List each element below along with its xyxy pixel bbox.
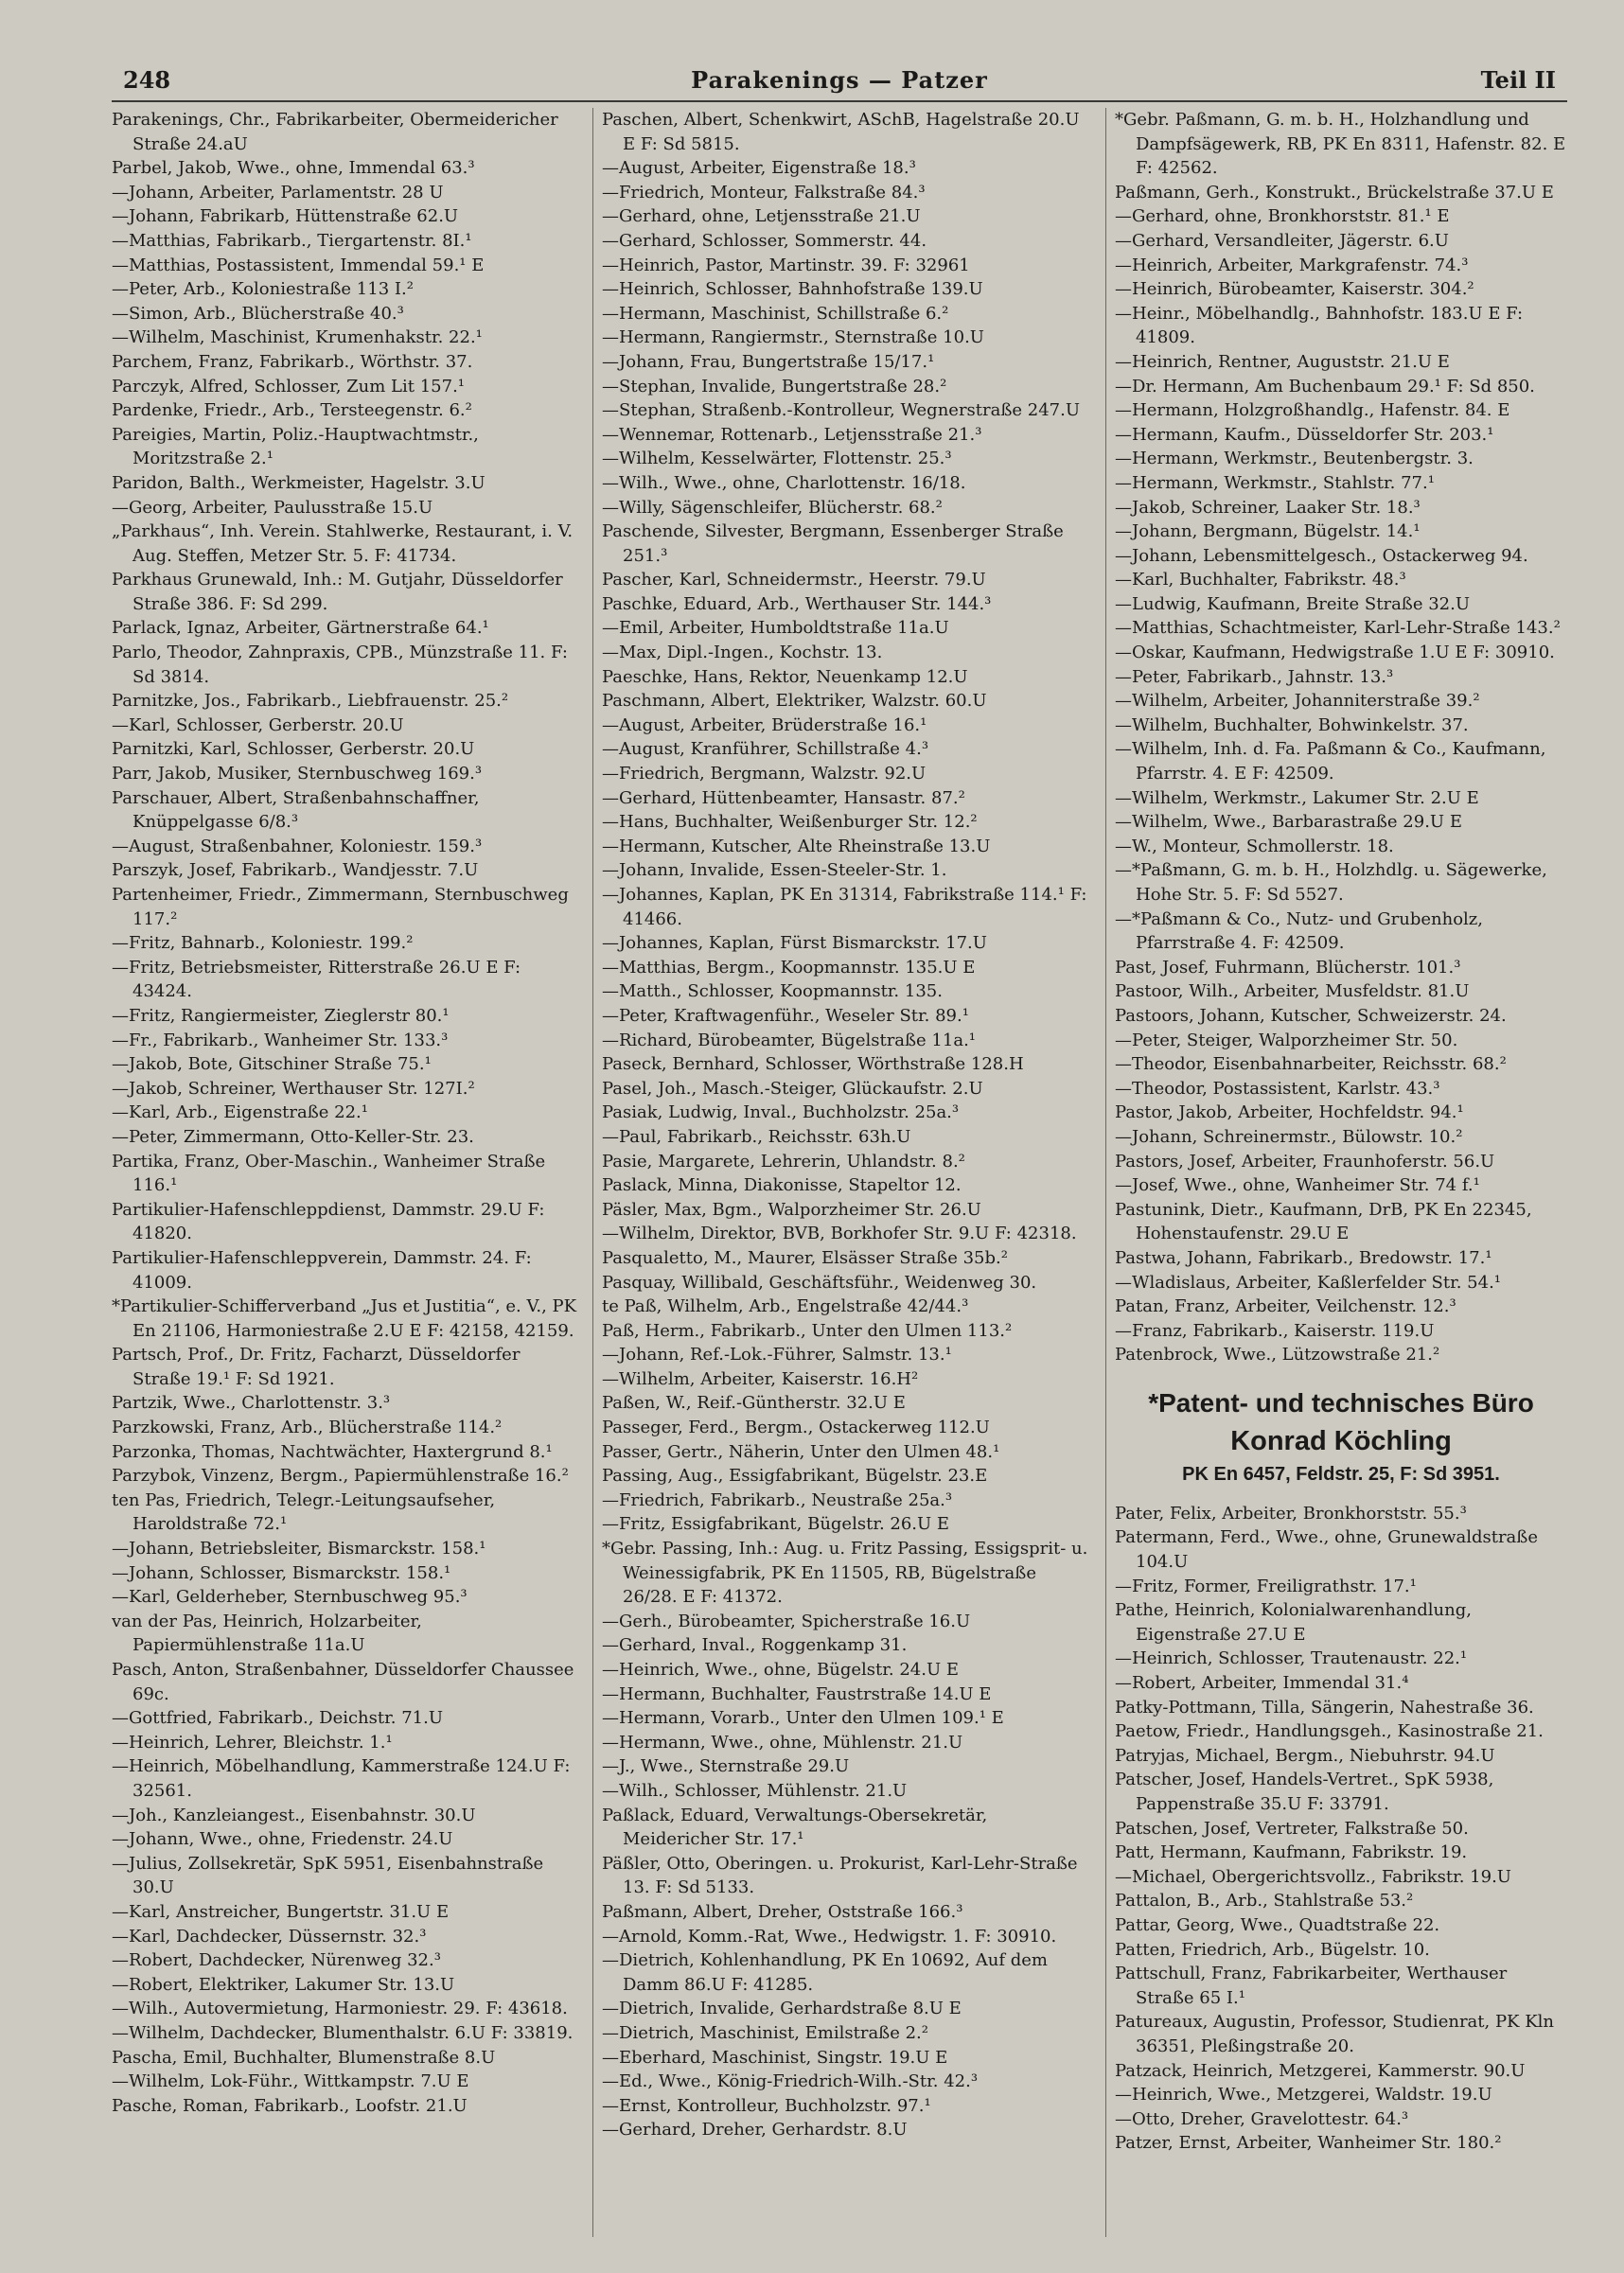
directory-entry: Parbel, Jakob, Wwe., ohne, Immendal 63.³ bbox=[112, 158, 475, 179]
directory-entry: —Wilhelm, Inh. d. Fa. Paßmann & Co., Kaufmann, Pfarrstr. 4. E F: 42509. bbox=[1115, 739, 1546, 784]
directory-entry: —Oskar, Kaufmann, Hedwigstraße 1.U E F: 30910. bbox=[1115, 643, 1555, 663]
directory-entry: —Fritz, Essigfabrikant, Bügelstr. 26.U E bbox=[602, 1514, 950, 1535]
directory-entry: Pasel, Joh., Masch.-Steiger, Glückaufstr. 2.U bbox=[602, 1078, 983, 1099]
directory-entry: Patscher, Josef, Handels-Vertret., SpK 5938, Pappenstraße 35.U F: 33791. bbox=[1115, 1770, 1494, 1814]
directory-entry: Päßler, Otto, Oberingen. u. Prokurist, Karl-Lehr-Straße 13. F: Sd 5133. bbox=[602, 1853, 1078, 1898]
directory-entry: Pater, Felix, Arbeiter, Bronkhorststr. 55.³ bbox=[1115, 1503, 1467, 1524]
directory-entry: —Ernst, Kontrolleur, Buchholzstr. 97.¹ bbox=[602, 2095, 931, 2116]
directory-entry: Patzack, Heinrich, Metzgerei, Kammerstr. 90.U bbox=[1115, 2060, 1526, 2081]
directory-entry: Paschen, Albert, Schenkwirt, ASchB, Hagelstraße 20.U E F: Sd 5815. bbox=[602, 110, 1080, 154]
directory-entry: —Dietrich, Maschinist, Emilstraße 2.² bbox=[602, 2022, 928, 2043]
directory-entry: —Hermann, Werkmstr., Stahlstr. 77.¹ bbox=[1115, 472, 1435, 493]
directory-entry: —Arnold, Komm.-Rat, Wwe., Hedwigstr. 1. F: 30910. bbox=[602, 1926, 1057, 1947]
directory-entry: —Hermann, Wwe., ohne, Mühlenstr. 21.U bbox=[602, 1732, 963, 1753]
running-title: Parakenings — Patzer bbox=[691, 66, 988, 94]
directory-entry: te Paß, Wilhelm, Arb., Engelstraße 42/44.³ bbox=[602, 1296, 969, 1317]
directory-entry: —*Paßmann, G. m. b. H., Holzhdlg. u. Sägewerke, Hohe Str. 5. F: Sd 5527. bbox=[1115, 860, 1547, 905]
directory-entry: —J., Wwe., Sternstraße 29.U bbox=[602, 1756, 850, 1777]
directory-entry: —Simon, Arb., Blücherstraße 40.³ bbox=[112, 303, 404, 324]
directory-entry: Patzer, Ernst, Arbeiter, Wanheimer Str. 180.² bbox=[1115, 2133, 1502, 2154]
directory-entry: Parschauer, Albert, Straßenbahnschaffner, Knüppelgasse 6/8.³ bbox=[112, 787, 480, 833]
directory-entry: —W., Monteur, Schmollerstr. 18. bbox=[1115, 836, 1394, 856]
directory-entry: —Stephan, Straßenb.-Kontrolleur, Wegnerstraße 247.U bbox=[602, 400, 1081, 421]
directory-entry: —Karl, Gelderheber, Sternbuschweg 95.³ bbox=[112, 1587, 468, 1608]
directory-entry: „Parkhaus“, Inh. Verein. Stahlwerke, Restaurant, i. V. Aug. Steffen, Metzer Str. 5. F: 41734. bbox=[112, 521, 574, 566]
directory-entry: Parzybok, Vinzenz, Bergm., Papiermühlenstraße 16.² bbox=[112, 1466, 569, 1487]
directory-entry: Partzik, Wwe., Charlottenstr. 3.³ bbox=[112, 1393, 391, 1414]
advertisement bbox=[1115, 1384, 1567, 1489]
directory-entry: —Matthias, Schachtmeister, Karl-Lehr-Straße 143.² bbox=[1115, 618, 1561, 639]
directory-entry: Patschen, Josef, Vertreter, Falkstraße 50. bbox=[1115, 1818, 1469, 1839]
directory-entry: —Gerhard, Schlosser, Sommerstr. 44. bbox=[602, 230, 927, 251]
ad-headline: *Patent- und technisches Büro bbox=[1148, 1387, 1534, 1418]
directory-entry: Pastoors, Johann, Kutscher, Schweizerstr. 24. bbox=[1115, 1005, 1507, 1026]
column-1 bbox=[112, 108, 583, 2237]
directory-entry: Pattar, Georg, Wwe., Quadtstraße 22. bbox=[1115, 1914, 1440, 1935]
directory-entry: —Heinrich, Wwe., ohne, Bügelstr. 24.U E bbox=[602, 1660, 959, 1680]
directory-entry: —Fritz, Former, Freiligrathstr. 17.¹ bbox=[1115, 1576, 1417, 1596]
directory-entry: Pasiak, Ludwig, Inval., Buchholzstr. 25a.³ bbox=[602, 1102, 960, 1123]
directory-entry: —Johannes, Kaplan, Fürst Bismarckstr. 17.U bbox=[602, 933, 987, 954]
directory-entry: —Gerhard, Versandleiter, Jägerstr. 6.U bbox=[1115, 230, 1449, 251]
directory-entry: —Johann, Ref.-Lok.-Führer, Salmstr. 13.¹ bbox=[602, 1345, 952, 1366]
directory-entry: —Gerhard, ohne, Letjensstraße 21.U bbox=[602, 206, 921, 227]
directory-entry: —Heinr., Möbelhandlg., Bahnhofstr. 183.U E F: 41809. bbox=[1115, 303, 1524, 348]
directory-entry: —Wilh., Autovermietung, Harmoniestr. 29. F: 43618. bbox=[112, 1999, 568, 2019]
directory-entry: —August, Arbeiter, Brüderstraße 16.¹ bbox=[602, 714, 927, 735]
directory-entry: —Eberhard, Maschinist, Singstr. 19.U E bbox=[602, 2047, 948, 2068]
directory-entry: —Hermann, Maschinist, Schillstraße 6.² bbox=[602, 303, 949, 324]
directory-entry: —Wladislaus, Arbeiter, Kaßlerfelder Str. 54.¹ bbox=[1115, 1272, 1502, 1293]
directory-entry: *Gebr. Paßmann, G. m. b. H., Holzhandlung und Dampfsägewerk, RB, PK En 8311, Hafenstr. 82. E F: 42562. bbox=[1115, 110, 1566, 179]
directory-entry: —Jakob, Schreiner, Werthauser Str. 127I.² bbox=[112, 1078, 475, 1099]
directory-entry: —Michael, Obergerichtsvollz., Fabrikstr. 19.U bbox=[1115, 1866, 1511, 1887]
directory-entry: —Johann, Fabrikarb, Hüttenstraße 62.U bbox=[112, 206, 459, 227]
directory-entry: Pastoor, Wilh., Arbeiter, Musfeldstr. 81.U bbox=[1115, 981, 1470, 1002]
directory-entry: Paridon, Balth., Werkmeister, Hagelstr. 3.U bbox=[112, 472, 485, 493]
directory-entry: *Gebr. Passing, Inh.: Aug. u. Fritz Passing, Essigsprit- u. Weinessigfabrik, PK En 11505, RB, Bügelstraße 26/28. E F: 41372. bbox=[602, 1539, 1088, 1608]
directory-entry: —Gerhard, Dreher, Gerhardstr. 8.U bbox=[602, 2120, 908, 2141]
directory-entry: —Robert, Dachdecker, Nürenweg 32.³ bbox=[112, 1950, 441, 1971]
directory-entry: —Robert, Arbeiter, Immendal 31.⁴ bbox=[1115, 1673, 1409, 1694]
directory-entry: Passeger, Ferd., Bergm., Ostackerweg 112.U bbox=[602, 1418, 990, 1438]
directory-entry: —Hermann, Rangiermstr., Sternstraße 10.U bbox=[602, 327, 984, 348]
directory-entry: —Paul, Fabrikarb., Reichsstr. 63h.U bbox=[602, 1126, 911, 1147]
directory-entry: Patryjas, Michael, Bergm., Niebuhrstr. 94.U bbox=[1115, 1745, 1495, 1766]
directory-entry: Pastors, Josef, Arbeiter, Fraunhoferstr. 56.U bbox=[1115, 1151, 1495, 1172]
directory-entry: Parczyk, Alfred, Schlosser, Zum Lit 157.¹ bbox=[112, 376, 466, 396]
columns bbox=[112, 108, 1567, 2247]
directory-entry: —Wilhelm, Arbeiter, Johanniterstraße 39.² bbox=[1115, 691, 1480, 712]
directory-entry: —Wilhelm, Kesselwärter, Flottenstr. 25.³ bbox=[602, 449, 952, 469]
directory-entry: —Karl, Dachdecker, Düssernstr. 32.³ bbox=[112, 1926, 427, 1947]
directory-entry: Paetow, Friedr., Handlungsgeh., Kasinostraße 21. bbox=[1115, 1721, 1544, 1742]
ad-contact: PK En 6457, Feldstr. 25, F: Sd 3951. bbox=[1182, 1463, 1500, 1485]
directory-entry: Pattschull, Franz, Fabrikarbeiter, Werthauser Straße 65 I.¹ bbox=[1115, 1964, 1508, 2008]
directory-entry: —Johannes, Kaplan, PK En 31314, Fabrikstraße 114.¹ F: 41466. bbox=[602, 885, 1087, 929]
directory-entry: —Heinrich, Wwe., Metzgerei, Waldstr. 19.U bbox=[1115, 2085, 1492, 2106]
directory-entry: Paschende, Silvester, Bergmann, Essenberger Straße 251.³ bbox=[602, 521, 1064, 566]
directory-entry: Päsler, Max, Bgm., Walporzheimer Str. 26.U bbox=[602, 1199, 981, 1220]
directory-entry: —Fritz, Rangiermeister, Zieglerstr 80.¹ bbox=[112, 1005, 450, 1026]
directory-entry: Parchem, Franz, Fabrikarb., Wörthstr. 37. bbox=[112, 351, 473, 372]
directory-entry: —Friedrich, Bergmann, Walzstr. 92.U bbox=[602, 764, 927, 784]
directory-entry: —Wilh., Schlosser, Mühlenstr. 21.U bbox=[602, 1780, 908, 1801]
directory-entry: —Wilhelm, Arbeiter, Kaiserstr. 16.H² bbox=[602, 1368, 919, 1389]
directory-entry: —Wilhelm, Werkmstr., Lakumer Str. 2.U E bbox=[1115, 787, 1479, 808]
directory-entry: —Gottfried, Fabrikarb., Deichstr. 71.U bbox=[112, 1708, 443, 1729]
directory-entry: Pathe, Heinrich, Kolonialwarenhandlung, Eigenstraße 27.U E bbox=[1115, 1600, 1472, 1645]
directory-entry: —Johann, Frau, Bungertstraße 15/17.¹ bbox=[602, 351, 935, 372]
directory-entry: —Heinrich, Arbeiter, Markgrafenstr. 74.³ bbox=[1115, 255, 1469, 275]
directory-entry: Parzkowski, Franz, Arb., Blücherstraße 114.² bbox=[112, 1418, 503, 1438]
column-3-upper bbox=[1115, 108, 1567, 1367]
directory-entry: Paßmann, Gerh., Konstrukt., Brückelstraße 37.U E bbox=[1115, 182, 1554, 203]
directory-entry: —Willy, Sägenschleifer, Blücherstr. 68.² bbox=[602, 497, 943, 518]
directory-entry: Paschke, Eduard, Arb., Werthauser Str. 144.³ bbox=[602, 593, 992, 614]
directory-entry: —Wilhelm, Maschinist, Krumenhakstr. 22.¹ bbox=[112, 327, 483, 348]
directory-entry: Paßlack, Eduard, Verwaltungs-Obersekretär, Meidericher Str. 17.¹ bbox=[602, 1805, 988, 1850]
directory-entry: —Hermann, Kutscher, Alte Rheinstraße 13.U bbox=[602, 836, 991, 856]
directory-entry: —Matthias, Fabrikarb., Tiergartenstr. 8I.¹ bbox=[112, 230, 472, 251]
directory-entry: —Hermann, Buchhalter, Faustrstraße 14.U E bbox=[602, 1683, 992, 1704]
directory-entry: —Johann, Schlosser, Bismarckstr. 158.¹ bbox=[112, 1562, 451, 1583]
directory-entry: Partikulier-Hafenschleppverein, Dammstr. 24. F: 41009. bbox=[112, 1247, 532, 1293]
directory-entry: Parzonka, Thomas, Nachtwächter, Haxtergrund 8.¹ bbox=[112, 1441, 553, 1462]
directory-entry: —Franz, Fabrikarb., Kaiserstr. 119.U bbox=[1115, 1320, 1435, 1341]
directory-entry: —Peter, Kraftwagenführ., Weseler Str. 89.¹ bbox=[602, 1005, 969, 1026]
directory-entry: —Fritz, Betriebsmeister, Ritterstraße 26.U E F: 43424. bbox=[112, 957, 521, 1002]
column-3 bbox=[1115, 108, 1567, 2237]
directory-entry: Pasqualetto, M., Maurer, Elsässer Straße 35b.² bbox=[602, 1247, 1008, 1268]
directory-entry: —Peter, Fabrikarb., Jahnstr. 13.³ bbox=[1115, 666, 1394, 687]
directory-entry: Pardenke, Friedr., Arb., Tersteegenstr. 6.² bbox=[112, 400, 472, 421]
column-divider bbox=[1105, 108, 1106, 2237]
directory-entry: Pastwa, Johann, Fabrikarb., Bredowstr. 17.¹ bbox=[1115, 1247, 1492, 1268]
directory-entry: —Emil, Arbeiter, Humboldtstraße 11a.U bbox=[602, 618, 949, 639]
directory-entry: —Karl, Anstreicher, Bungertstr. 31.U E bbox=[112, 1901, 450, 1922]
directory-entry: —Fr., Fabrikarb., Wanheimer Str. 133.³ bbox=[112, 1030, 449, 1050]
directory-entry: —*Paßmann & Co., Nutz- und Grubenholz, Pfarrstraße 4. F: 42509. bbox=[1115, 908, 1483, 954]
directory-entry: —Heinrich, Möbelhandlung, Kammerstraße 124.U F: 32561. bbox=[112, 1756, 571, 1801]
directory-entry: —Fritz, Bahnarb., Koloniestr. 199.² bbox=[112, 933, 414, 954]
directory-entry: Partika, Franz, Ober-Maschin., Wanheimer Straße 116.¹ bbox=[112, 1151, 546, 1196]
directory-entry: —Johann, Lebensmittelgesch., Ostackerweg 94. bbox=[1115, 545, 1528, 566]
directory-entry: —Hans, Buchhalter, Weißenburger Str. 12.² bbox=[602, 812, 978, 833]
directory-entry: Patky-Pottmann, Tilla, Sängerin, Nahestraße 36. bbox=[1115, 1697, 1534, 1718]
directory-entry: —Heinrich, Rentner, Auguststr. 21.U E bbox=[1115, 351, 1450, 372]
directory-entry: —Gerhard, Inval., Roggenkamp 31. bbox=[602, 1635, 908, 1656]
directory-entry: —Wilhelm, Buchhalter, Bohwinkelstr. 37. bbox=[1115, 714, 1469, 735]
directory-entry: —Friedrich, Monteur, Falkstraße 84.³ bbox=[602, 182, 926, 203]
directory-entry: —Joh., Kanzleiangest., Eisenbahnstr. 30.U bbox=[112, 1805, 476, 1825]
directory-entry: Patten, Friedrich, Arb., Bügelstr. 10. bbox=[1115, 1939, 1430, 1960]
directory-entry: ten Pas, Friedrich, Telegr.-Leitungsaufseher, Haroldstraße 72.¹ bbox=[112, 1489, 496, 1535]
directory-entry: —August, Kranführer, Schillstraße 4.³ bbox=[602, 739, 929, 760]
directory-entry: —Wennemar, Rottenarb., Letjensstraße 21.³ bbox=[602, 424, 982, 445]
directory-entry: Past, Josef, Fuhrmann, Blücherstr. 101.³ bbox=[1115, 957, 1461, 978]
directory-entry: Paschmann, Albert, Elektriker, Walzstr. 60.U bbox=[602, 691, 987, 712]
directory-entry: —Stephan, Invalide, Bungertstraße 28.² bbox=[602, 376, 947, 396]
directory-entry: —Peter, Zimmermann, Otto-Keller-Str. 23. bbox=[112, 1126, 474, 1147]
directory-entry: —Karl, Buchhalter, Fabrikstr. 48.³ bbox=[1115, 570, 1406, 590]
directory-entry: Pascher, Karl, Schneidermstr., Heerstr. 79.U bbox=[602, 570, 986, 590]
directory-entry: —Heinrich, Lehrer, Bleichstr. 1.¹ bbox=[112, 1732, 393, 1753]
directory-entry: Parr, Jakob, Musiker, Sternbuschweg 169.³ bbox=[112, 764, 483, 784]
directory-entry: —Wilhelm, Lok-Führ., Wittkampstr. 7.U E bbox=[112, 2071, 469, 2092]
directory-entry: Parakenings, Chr., Fabrikarbeiter, Obermeidericher Straße 24.aU bbox=[112, 110, 558, 154]
directory-entry: Paßen, W., Reif.-Güntherstr. 32.U E bbox=[602, 1393, 906, 1414]
directory-entry: —Otto, Dreher, Gravelottestr. 64.³ bbox=[1115, 2108, 1409, 2129]
directory-entry: Pastunink, Dietr., Kaufmann, DrB, PK En 22345, Hohenstaufenstr. 29.U E bbox=[1115, 1199, 1532, 1244]
directory-entry: —Theodor, Eisenbahnarbeiter, Reichsstr. 68.² bbox=[1115, 1054, 1507, 1075]
directory-entry: —Ed., Wwe., König-Friedrich-Wilh.-Str. 42.³ bbox=[602, 2071, 979, 2092]
directory-entry: Paslack, Minna, Diakonisse, Stapeltor 12. bbox=[602, 1175, 962, 1196]
directory-entry: —Johann, Arbeiter, Parlamentstr. 28 U bbox=[112, 182, 444, 203]
directory-entry: —Peter, Arb., Koloniestraße 113 I.² bbox=[112, 279, 414, 300]
directory-entry: —Johann, Wwe., ohne, Friedenstr. 24.U bbox=[112, 1829, 453, 1850]
directory-entry: —Dietrich, Invalide, Gerhardstraße 8.U E bbox=[602, 1999, 962, 2019]
page-number: 248 bbox=[123, 66, 171, 94]
directory-entry: —Wilhelm, Wwe., Barbarastraße 29.U E bbox=[1115, 812, 1462, 833]
directory-entry: Partenheimer, Friedr., Zimmermann, Sternbuschweg 117.² bbox=[112, 885, 569, 929]
directory-entry: —Heinrich, Schlosser, Trautenaustr. 22.¹ bbox=[1115, 1648, 1468, 1669]
directory-entry: Patan, Franz, Arbeiter, Veilchenstr. 12.³ bbox=[1115, 1296, 1456, 1317]
directory-entry: —Heinrich, Schlosser, Bahnhofstraße 139.U bbox=[602, 279, 983, 300]
directory-entry: Paßmann, Albert, Dreher, Oststraße 166.³ bbox=[602, 1901, 963, 1922]
directory-entry: Pasch, Anton, Straßenbahner, Düsseldorfer Chaussee 69c. bbox=[112, 1660, 574, 1704]
directory-entry: van der Pas, Heinrich, Holzarbeiter, Papiermühlenstraße 11a.U bbox=[112, 1611, 422, 1656]
directory-entry: —Wilhelm, Dachdecker, Blumenthalstr. 6.U F: 33819. bbox=[112, 2022, 574, 2043]
directory-entry: Pastor, Jakob, Arbeiter, Hochfeldstr. 94.¹ bbox=[1115, 1102, 1464, 1123]
directory-entry: —August, Arbeiter, Eigenstraße 18.³ bbox=[602, 158, 916, 179]
directory-entry: —Theodor, Postassistent, Karlstr. 43.³ bbox=[1115, 1078, 1440, 1099]
directory-entry: Partsch, Prof., Dr. Fritz, Facharzt, Düsseldorfer Straße 19.¹ F: Sd 1921. bbox=[112, 1345, 521, 1389]
directory-entry: Paß, Herm., Fabrikarb., Unter den Ulmen 113.² bbox=[602, 1320, 1013, 1341]
directory-entry: —Johann, Invalide, Essen-Steeler-Str. 1. bbox=[602, 860, 947, 881]
directory-entry: Parlo, Theodor, Zahnpraxis, CPB., Münzstraße 11. F: Sd 3814. bbox=[112, 643, 568, 687]
directory-entry: Pasquay, Willibald, Geschäftsführ., Weidenweg 30. bbox=[602, 1272, 1037, 1293]
directory-entry: —Karl, Arb., Eigenstraße 22.¹ bbox=[112, 1102, 368, 1123]
directory-entry: —Matth., Schlosser, Koopmannstr. 135. bbox=[602, 981, 943, 1002]
directory-entry: —Julius, Zollsekretär, SpK 5951, Eisenbahnstraße 30.U bbox=[112, 1853, 544, 1898]
directory-entry: *Partikulier-Schifferverband „Jus et Justitia“, e. V., PK En 21106, Harmoniestraße 2.U E F: 42158, 42159. bbox=[112, 1296, 577, 1341]
directory-entry: —Karl, Schlosser, Gerberstr. 20.U bbox=[112, 714, 404, 735]
directory-entry: —Matthias, Postassistent, Immendal 59.¹ E bbox=[112, 255, 485, 275]
directory-entry: —Heinrich, Bürobeamter, Kaiserstr. 304.² bbox=[1115, 279, 1474, 300]
directory-entry: —Georg, Arbeiter, Paulusstraße 15.U bbox=[112, 497, 433, 518]
column-3-lower bbox=[1115, 1502, 1567, 2156]
page-header bbox=[112, 62, 1567, 102]
directory-entry: —Johann, Betriebsleiter, Bismarckstr. 158.¹ bbox=[112, 1539, 486, 1559]
directory-entry: Parlack, Ignaz, Arbeiter, Gärtnerstraße 64.¹ bbox=[112, 618, 489, 639]
directory-entry: —Jakob, Schreiner, Laaker Str. 18.³ bbox=[1115, 497, 1421, 518]
directory-entry: —Hermann, Vorarb., Unter den Ulmen 109.¹ E bbox=[602, 1708, 1004, 1729]
directory-entry: —Hermann, Holzgroßhandlg., Hafenstr. 84. E bbox=[1115, 400, 1510, 421]
part-label: Teil II bbox=[1480, 66, 1556, 94]
directory-entry: —Dr. Hermann, Am Buchenbaum 29.¹ F: Sd 850. bbox=[1115, 376, 1535, 396]
directory-entry: Partikulier-Hafenschleppdienst, Dammstr. 29.U F: 41820. bbox=[112, 1199, 545, 1244]
directory-entry: —Josef, Wwe., ohne, Wanheimer Str. 74 f.¹ bbox=[1115, 1175, 1480, 1196]
directory-entry: Pascha, Emil, Buchhalter, Blumenstraße 8.U bbox=[112, 2047, 496, 2068]
directory-entry: Parkhaus Grunewald, Inh.: M. Gutjahr, Düsseldorfer Straße 386. F: Sd 299. bbox=[112, 570, 563, 614]
directory-entry: —Gerhard, Hüttenbeamter, Hansastr. 87.² bbox=[602, 787, 965, 808]
directory-entry: Pareigies, Martin, Poliz.-Hauptwachtmstr., Moritzstraße 2.¹ bbox=[112, 424, 479, 469]
directory-entry: Patt, Hermann, Kaufmann, Fabrikstr. 19. bbox=[1115, 1842, 1468, 1863]
directory-entry: —Johann, Bergmann, Bügelstr. 14.¹ bbox=[1115, 521, 1421, 542]
directory-entry: Pasche, Roman, Fabrikarb., Loofstr. 21.U bbox=[112, 2095, 468, 2116]
directory-entry: Passing, Aug., Essigfabrikant, Bügelstr. 23.E bbox=[602, 1466, 988, 1487]
directory-entry: —Hermann, Kaufm., Düsseldorfer Str. 203.¹ bbox=[1115, 424, 1494, 445]
column-2 bbox=[602, 108, 1096, 2237]
directory-entry: Patenbrock, Wwe., Lützowstraße 21.² bbox=[1115, 1345, 1440, 1366]
directory-entry: —Gerh., Bürobeamter, Spicherstraße 16.U bbox=[602, 1611, 971, 1631]
directory-entry: Parnitzke, Jos., Fabrikarb., Liebfrauenstr. 25.² bbox=[112, 691, 509, 712]
directory-entry: —Richard, Bürobeamter, Bügelstraße 11a.¹ bbox=[602, 1030, 977, 1050]
directory-entry: —Johann, Schreinermstr., Bülowstr. 10.² bbox=[1115, 1126, 1463, 1147]
directory-entry: —Ludwig, Kaufmann, Breite Straße 32.U bbox=[1115, 593, 1471, 614]
directory-entry: —Max, Dipl.-Ingen., Kochstr. 13. bbox=[602, 643, 883, 663]
directory-entry: Patermann, Ferd., Wwe., ohne, Grunewaldstraße 104.U bbox=[1115, 1527, 1538, 1573]
directory-entry: Parnitzki, Karl, Schlosser, Gerberstr. 20.U bbox=[112, 739, 475, 760]
ad-company: Konrad Köchling bbox=[1230, 1425, 1452, 1456]
directory-entry: —Dietrich, Kohlenhandlung, PK En 10692, Auf dem Damm 86.U F: 41285. bbox=[602, 1950, 1048, 1995]
directory-entry: —Matthias, Bergm., Koopmannstr. 135.U E bbox=[602, 957, 976, 978]
directory-entry: —Friedrich, Fabrikarb., Neustraße 25a.³ bbox=[602, 1489, 953, 1510]
directory-entry: —Wilh., Wwe., ohne, Charlottenstr. 16/18. bbox=[602, 472, 966, 493]
directory-entry: —Hermann, Werkmstr., Beutenbergstr. 3. bbox=[1115, 449, 1474, 469]
directory-entry: Paseck, Bernhard, Schlosser, Wörthstraße 128.H bbox=[602, 1054, 1024, 1075]
directory-entry: Paeschke, Hans, Rektor, Neuenkamp 12.U bbox=[602, 666, 968, 687]
directory-entry: Pattalon, B., Arb., Stahlstraße 53.² bbox=[1115, 1891, 1414, 1912]
directory-entry: —Gerhard, ohne, Bronkhorststr. 81.¹ E bbox=[1115, 206, 1450, 227]
directory-entry: —Wilhelm, Direktor, BVB, Borkhofer Str. 9.U F: 42318. bbox=[602, 1224, 1077, 1244]
directory-entry: Patureaux, Augustin, Professor, Studienrat, PK Kln 36351, Pleßingstraße 20. bbox=[1115, 2012, 1555, 2056]
directory-entry: —August, Straßenbahner, Koloniestr. 159.³ bbox=[112, 836, 483, 856]
column-divider bbox=[592, 108, 593, 2237]
directory-entry: Pasie, Margarete, Lehrerin, Uhlandstr. 8.² bbox=[602, 1151, 965, 1172]
directory-entry: Parszyk, Josef, Fabrikarb., Wandjesstr. 7.U bbox=[112, 860, 479, 881]
directory-entry: —Peter, Steiger, Walporzheimer Str. 50. bbox=[1115, 1030, 1458, 1050]
directory-entry: Passer, Gertr., Näherin, Unter den Ulmen 48.¹ bbox=[602, 1441, 1000, 1462]
directory-entry: —Robert, Elektriker, Lakumer Str. 13.U bbox=[112, 1974, 455, 1995]
directory-entry: —Jakob, Bote, Gitschiner Straße 75.¹ bbox=[112, 1054, 432, 1075]
directory-entry: —Heinrich, Pastor, Martinstr. 39. F: 32961 bbox=[602, 255, 970, 275]
